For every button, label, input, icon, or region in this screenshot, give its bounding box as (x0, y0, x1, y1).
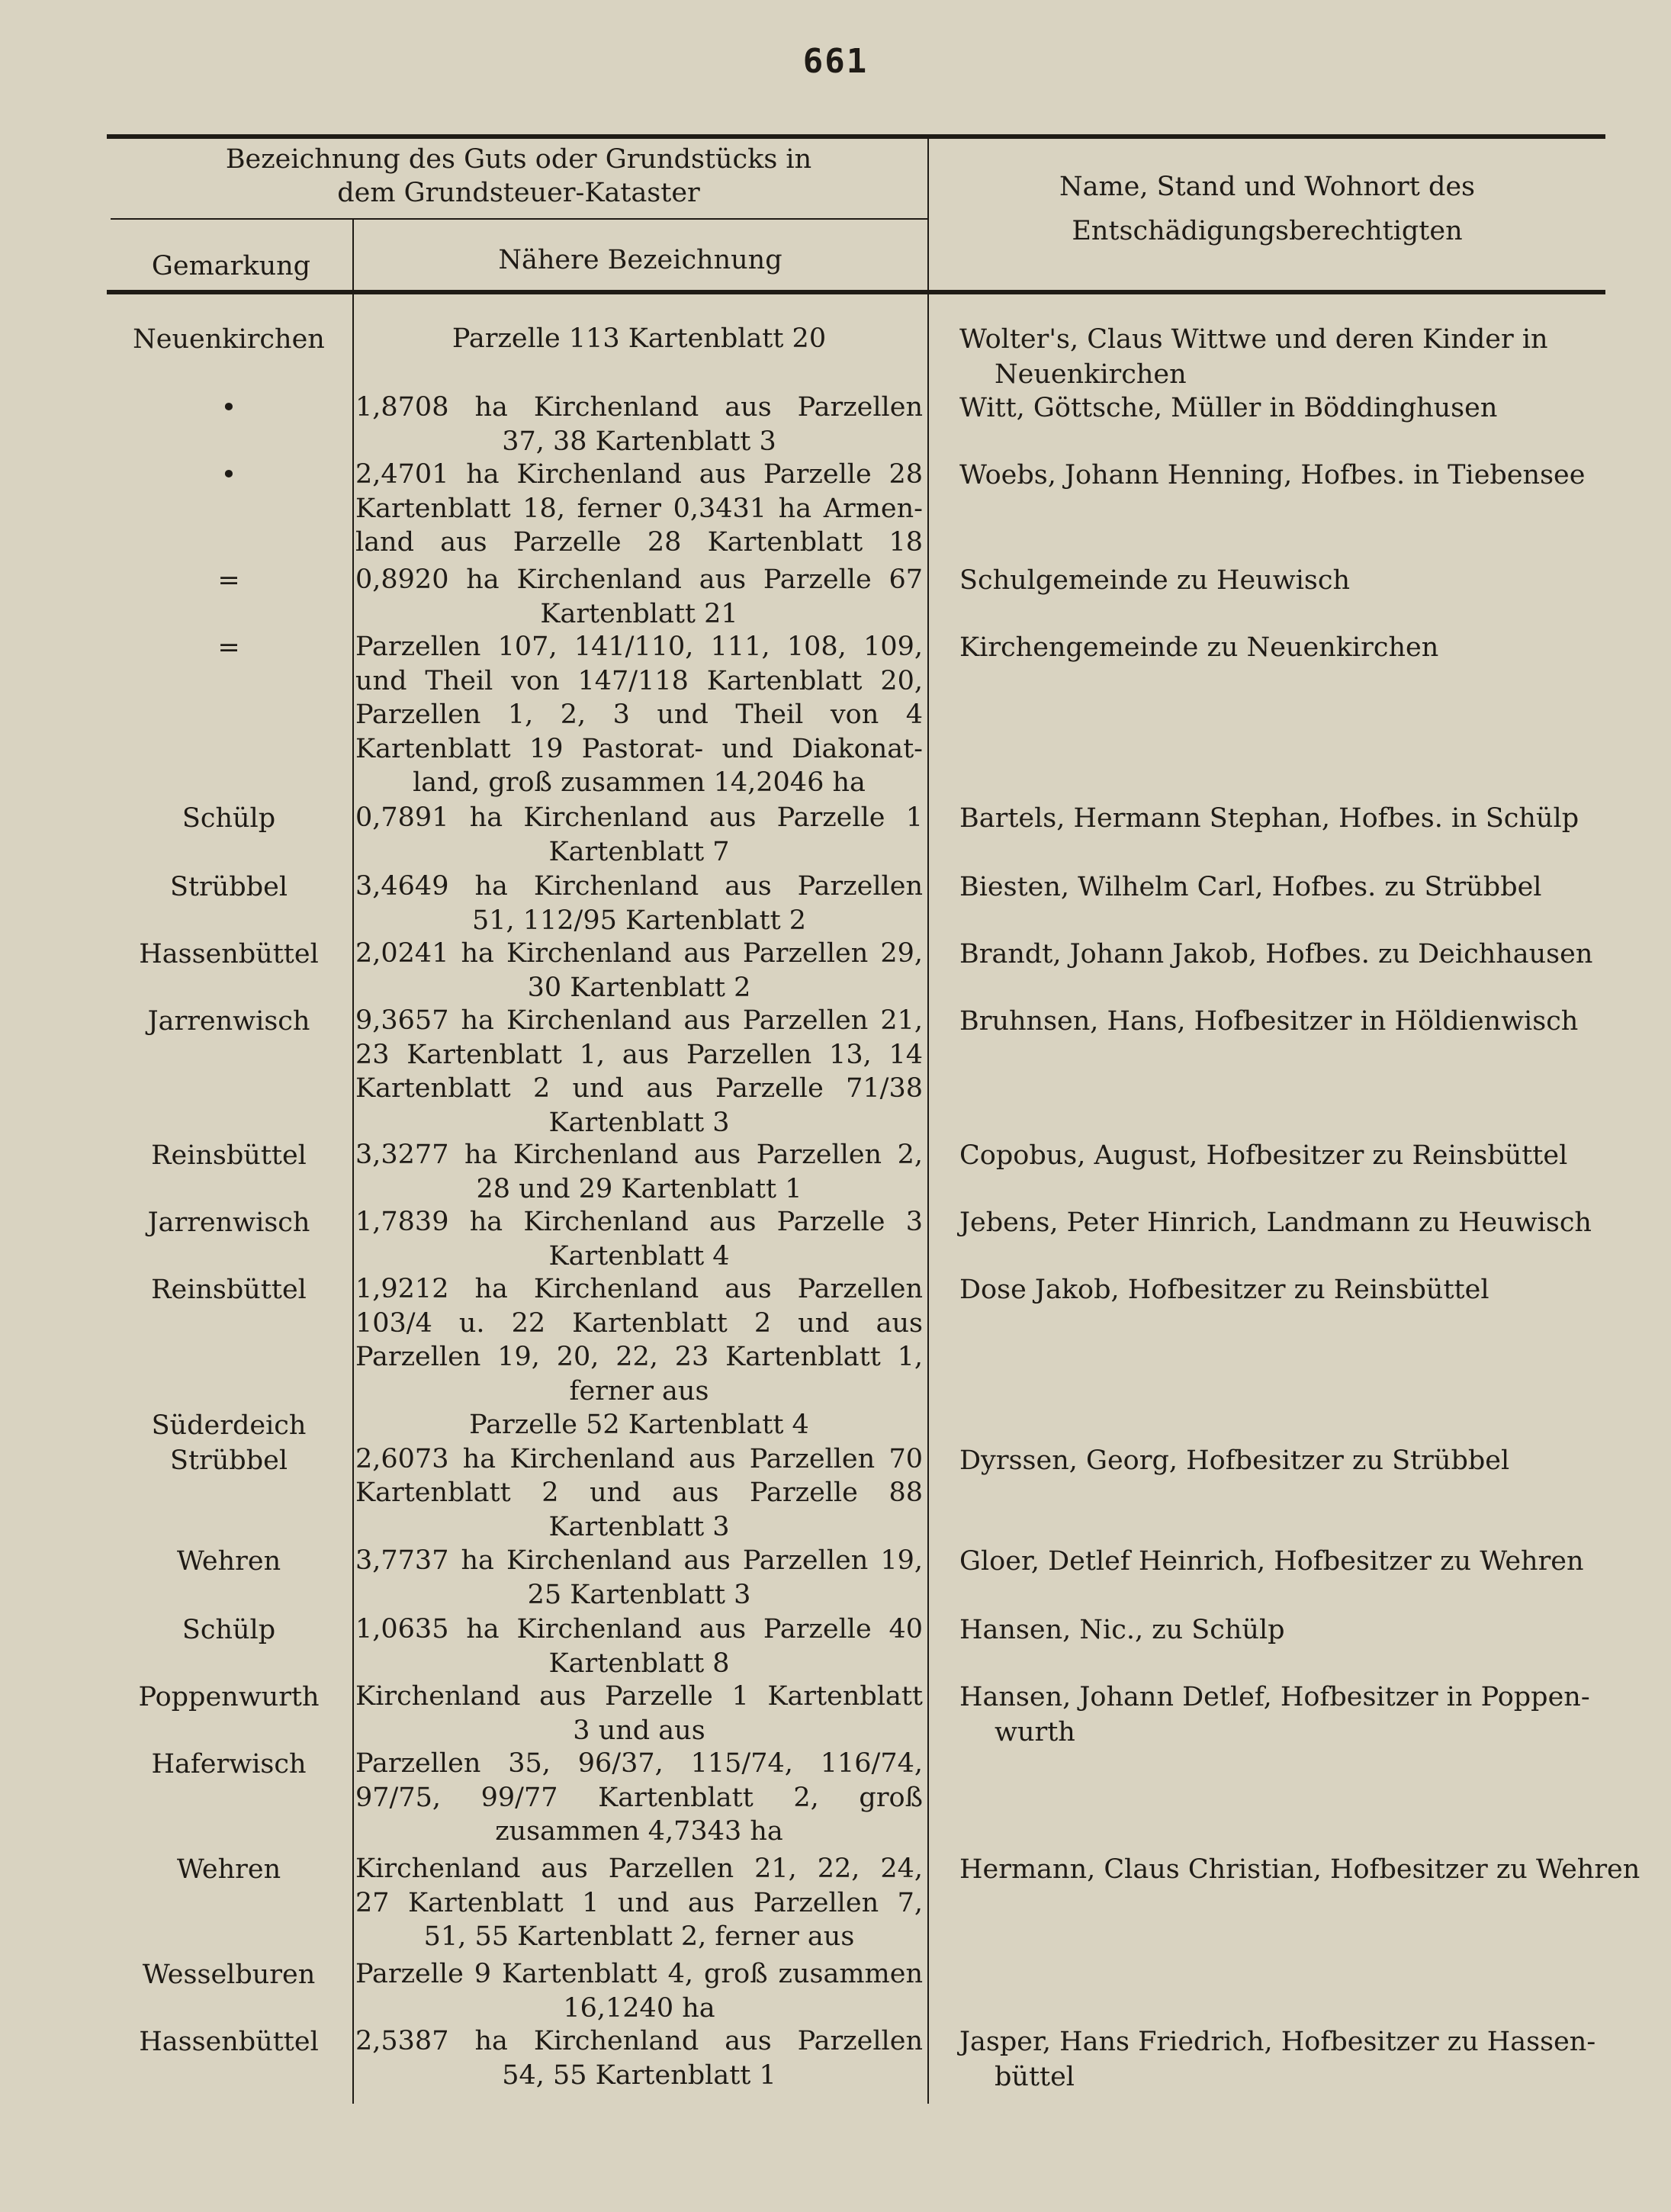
bezeichnung-line: Kartenblatt 4 (548, 1240, 730, 1272)
berechtigter-cell (959, 630, 1615, 665)
bezeichnung-line: Parzelle 113 Kartenblatt 20 (451, 323, 827, 354)
berechtigter-line: Jasper, Hans Friedrich, Hofbesitzer zu Hassen- (959, 2027, 1596, 2057)
bezeichnung-line: ferner aus (569, 1375, 709, 1407)
header-bottom-rule (107, 290, 1605, 294)
bezeichnung-line: 54, 55 Kartenblatt 1 (502, 2059, 776, 2091)
bezeichnung-line: 9,3657 ha Kirchenland aus Parzellen 21, (355, 1005, 923, 1036)
bezeichnung-line: 3,3277 ha Kirchenland aus Parzellen 2, (355, 1140, 923, 1170)
gemarkung-cell: Strübbel (169, 1445, 288, 1476)
berechtigter-line: Schulgemeinde zu Heuwisch (959, 565, 1350, 596)
bezeichnung-line: Parzellen 1, 2, 3 und Theil von 4 (355, 699, 923, 730)
bezeichnung-line: 1,8708 ha Kirchenland aus Parzellen (355, 392, 923, 423)
bezeichnung-line: land, groß zusammen 14,2046 ha (413, 767, 866, 798)
gemarkung-cell: Hassenbüttel (139, 939, 319, 969)
berechtigter-cell (959, 937, 1615, 972)
berechtigter-line: wurth (995, 1717, 1075, 1747)
bezeichnung-line: 2,5387 ha Kirchenland aus Parzellen (355, 2026, 923, 2056)
bezeichnung-line: Kartenblatt 2 und aus Parzelle 88 (355, 1477, 923, 1508)
bezeichnung-line: Kartenblatt 21 (540, 598, 738, 629)
berechtigter-line: Neuenkirchen (995, 359, 1187, 390)
berechtigter-cell (959, 870, 1615, 905)
gemarkung-cell: Jarrenwisch (147, 1006, 310, 1037)
berechtigter-cell (959, 1272, 1615, 1307)
header-group-rule (111, 218, 928, 220)
berechtigter-line: Brandt, Johann Jakob, Hofbes. zu Deichhausen (959, 939, 1593, 969)
gemarkung-cell: • (220, 393, 237, 423)
berechtigter-line: büttel (995, 2062, 1075, 2092)
header-name-line-2: Entschädigungsberechtigten (1072, 216, 1463, 246)
bezeichnung-line: 3,7737 ha Kirchenland aus Parzellen 19, (355, 1545, 923, 1576)
berechtigter-cell (959, 1680, 1615, 1750)
gemarkung-cell: = (217, 565, 240, 596)
bezeichnung-line: 2,4701 ha Kirchenland aus Parzelle 28 (355, 459, 923, 490)
bezeichnung-cell (355, 1138, 923, 1206)
gemarkung-cell: Reinsbüttel (151, 1275, 307, 1305)
berechtigter-cell (959, 1138, 1615, 1173)
bezeichnung-cell (355, 391, 923, 458)
header-group-line-2: dem Grundsteuer-Kataster (337, 178, 700, 208)
bezeichnung-line: 3,4649 ha Kirchenland aus Parzellen (355, 871, 923, 902)
bezeichnung-cell (355, 1852, 923, 1954)
berechtigter-cell (959, 1544, 1615, 1579)
bezeichnung-line: Kartenblatt 18, ferner 0,3431 ha Armen- (355, 493, 923, 524)
berechtigter-cell (959, 1612, 1615, 1648)
berechtigter-line: Hermann, Claus Christian, Hofbesitzer zu Wehren (959, 1854, 1640, 1885)
bezeichnung-line: 97/75, 99/77 Kartenblatt 2, groß (355, 1782, 923, 1813)
gemarkung-cell: Wesselburen (142, 1960, 316, 1990)
berechtigter-cell (959, 801, 1615, 836)
berechtigter-line (959, 1408, 1615, 1443)
berechtigter-line: Hansen, Nic., zu Schülp (959, 1615, 1285, 1645)
bezeichnung-cell (355, 870, 923, 937)
berechtigter-line: Dose Jakob, Hofbesitzer zu Reinsbüttel (959, 1275, 1489, 1305)
gemarkung-cell: Wehren (176, 1546, 281, 1577)
bezeichnung-line: Kartenblatt 3 (548, 1511, 730, 1542)
berechtigter-cell (959, 1852, 1640, 1887)
bezeichnung-line: 28 und 29 Kartenblatt 1 (476, 1173, 802, 1204)
bezeichnung-line: Parzellen 107, 141/110, 111, 108, 109, (355, 632, 923, 662)
berechtigter-cell (959, 1205, 1615, 1240)
gemarkung-cell: Neuenkirchen (133, 324, 325, 355)
bezeichnung-line: 51, 55 Kartenblatt 2, ferner aus (423, 1921, 855, 1952)
column-divider-left (352, 220, 354, 2104)
gemarkung-cell: Poppenwurth (138, 1682, 320, 1712)
berechtigter-line: Hansen, Johann Detlef, Hofbesitzer in Poppen- (959, 1682, 1590, 1712)
page-number: 661 (802, 42, 869, 81)
bezeichnung-cell (355, 630, 923, 800)
gemarkung-cell: • (220, 460, 237, 490)
bezeichnung-line: 30 Kartenblatt 2 (527, 972, 751, 1003)
berechtigter-line: Copobus, August, Hofbesitzer zu Reinsbüttel (959, 1140, 1568, 1171)
berechtigter-line: Kirchengemeinde zu Neuenkirchen (959, 632, 1439, 663)
bezeichnung-line: 2,0241 ha Kirchenland aus Parzellen 29, (355, 938, 923, 969)
gemarkung-cell: = (217, 632, 240, 663)
gemarkung-cell: Schülp (182, 1615, 276, 1645)
bezeichnung-line: zusammen 4,7343 ha (495, 1816, 783, 1847)
bezeichnung-cell (355, 1205, 923, 1273)
header-group-line-1: Bezeichnung des Guts oder Grundstücks in (225, 144, 812, 175)
bezeichnung-cell (355, 1680, 923, 1747)
bezeichnung-cell (355, 1612, 923, 1680)
gemarkung-cell: Süderdeich (151, 1410, 307, 1441)
bezeichnung-line: 103/4 u. 22 Kartenblatt 2 und aus (355, 1307, 923, 1339)
bezeichnung-line: Kartenblatt 3 (548, 1107, 730, 1138)
bezeichnung-line: 51, 112/95 Kartenblatt 2 (471, 905, 807, 936)
header-name-line-1: Name, Stand und Wohnort des (1059, 172, 1476, 202)
bezeichnung-line: Parzelle 9 Kartenblatt 4, groß zusammen (355, 1959, 923, 1989)
bezeichnung-cell (355, 1747, 923, 1849)
bezeichnung-cell (355, 1544, 923, 1612)
berechtigter-cell (959, 391, 1615, 426)
bezeichnung-line: 37, 38 Kartenblatt 3 (502, 426, 776, 457)
column-divider-right (927, 139, 929, 2104)
gemarkung-cell: Hassenbüttel (139, 2027, 319, 2057)
bezeichnung-line: 3 und aus (573, 1715, 705, 1746)
berechtigter-line: Wolter's, Claus Wittwe und deren Kinder in (959, 324, 1548, 355)
berechtigter-cell (959, 458, 1615, 493)
bezeichnung-cell (355, 801, 923, 869)
gemarkung-cell: Reinsbüttel (151, 1140, 307, 1171)
bezeichnung-line: Kartenblatt 7 (548, 836, 730, 867)
bezeichnung-line: 27 Kartenblatt 1 und aus Parzellen 7, (355, 1887, 923, 1918)
berechtigter-line: Dyrssen, Georg, Hofbesitzer zu Strübbel (959, 1445, 1510, 1476)
bezeichnung-line: 1,9212 ha Kirchenland aus Parzellen (355, 1274, 923, 1304)
header-naehere-bezeichnung: Nähere Bezeichnung (498, 245, 782, 275)
bezeichnung-line: 0,8920 ha Kirchenland aus Parzelle 67 (355, 564, 923, 595)
bezeichnung-cell (355, 1957, 923, 2025)
bezeichnung-line: 16,1240 ha (563, 1992, 715, 2024)
berechtigter-cell (959, 1408, 1615, 1478)
gemarkung-cell: Jarrenwisch (147, 1207, 310, 1238)
bezeichnung-cell (355, 322, 923, 356)
bezeichnung-line: 2,6073 ha Kirchenland aus Parzellen 70 (355, 1443, 923, 1474)
bezeichnung-line: Kartenblatt 8 (548, 1648, 730, 1679)
berechtigter-line: Bruhnsen, Hans, Hofbesitzer in Höldienwisch (959, 1006, 1579, 1037)
berechtigter-line: Bartels, Hermann Stephan, Hofbes. in Schülp (959, 803, 1579, 834)
bezeichnung-line: 1,0635 ha Kirchenland aus Parzelle 40 (355, 1614, 923, 1645)
berechtigter-line: Jebens, Peter Hinrich, Landmann zu Heuwisch (959, 1207, 1592, 1238)
bezeichnung-line: Kirchenland aus Parzellen 21, 22, 24, (355, 1854, 923, 1884)
bezeichnung-cell (355, 1408, 923, 1544)
bezeichnung-line: Parzellen 19, 20, 22, 23 Kartenblatt 1, (355, 1342, 923, 1372)
bezeichnung-line: land aus Parzelle 28 Kartenblatt 18 (355, 527, 923, 558)
berechtigter-cell (959, 563, 1615, 598)
berechtigter-cell (959, 322, 1615, 392)
bezeichnung-line: 25 Kartenblatt 3 (527, 1579, 751, 1610)
bezeichnung-line: Parzelle 52 Kartenblatt 4 (469, 1410, 809, 1440)
bezeichnung-line: 23 Kartenblatt 1, aus Parzellen 13, 14 (355, 1039, 923, 1070)
bezeichnung-line: Kartenblatt 2 und aus Parzelle 71/38 (355, 1073, 923, 1104)
bezeichnung-cell (355, 1272, 923, 1408)
berechtigter-cell (959, 1004, 1615, 1039)
bezeichnung-line: Kartenblatt 19 Pastorat- und Diakonat- (355, 733, 923, 764)
gemarkung-cell: Strübbel (169, 872, 288, 902)
gemarkung-cell: Haferwisch (151, 1749, 307, 1780)
bezeichnung-line: 1,7839 ha Kirchenland aus Parzelle 3 (355, 1207, 923, 1237)
bezeichnung-line: und Theil von 147/118 Kartenblatt 20, (355, 665, 923, 696)
berechtigter-line: Woebs, Johann Henning, Hofbes. in Tiebensee (959, 460, 1586, 490)
bezeichnung-cell (355, 563, 923, 631)
gemarkung-cell: Wehren (176, 1854, 281, 1885)
bezeichnung-line: Parzellen 35, 96/37, 115/74, 116/74, (355, 1748, 923, 1779)
berechtigter-line: Gloer, Detlef Heinrich, Hofbesitzer zu Wehren (959, 1546, 1584, 1577)
berechtigter-line: Biesten, Wilhelm Carl, Hofbes. zu Strübbel (959, 872, 1542, 902)
bezeichnung-cell (355, 1004, 923, 1140)
table-top-rule (107, 134, 1605, 139)
berechtigter-line: Witt, Göttsche, Müller in Böddinghusen (959, 393, 1498, 423)
bezeichnung-line: 0,7891 ha Kirchenland aus Parzelle 1 (355, 802, 923, 833)
bezeichnung-cell (355, 937, 923, 1005)
bezeichnung-cell (355, 2024, 923, 2092)
bezeichnung-cell (355, 458, 923, 560)
gemarkung-cell: Schülp (182, 803, 276, 834)
berechtigter-cell (959, 2024, 1615, 2095)
bezeichnung-line: Kirchenland aus Parzelle 1 Kartenblatt (355, 1681, 923, 1712)
header-gemarkung: Gemarkung (151, 251, 311, 281)
